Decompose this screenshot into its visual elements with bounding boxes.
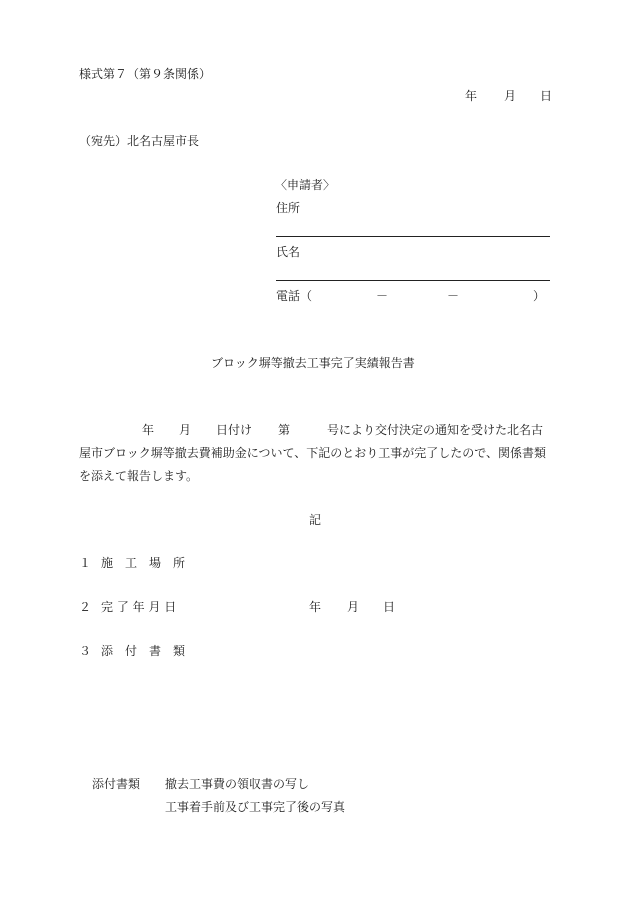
completion-day: 日 [383,600,396,614]
phone-dash-1: － [376,289,389,303]
item-number: ３ [79,644,92,658]
body-seg-number: 第 [278,423,291,437]
addressee: （宛先）北名古屋市長 [79,134,200,148]
date-header-year: 年 [465,89,478,103]
item-number: ２ [79,600,92,614]
date-header-day: 日 [540,89,553,103]
body-line-2: 屋市ブロック塀等撤去費補助金について、下記のとおり工事が完了したので、関係書類 [79,446,547,460]
form-number: 様式第７（第９条関係） [79,67,212,81]
document-title: ブロック塀等撤去工事完了実績報告書 [211,356,415,370]
address-label: 住所 [276,201,301,215]
name-underline [276,280,550,281]
address-underline [276,236,550,237]
ki-marker: 記 [309,513,322,527]
phone-close: ） [533,289,546,303]
name-label: 氏名 [276,245,301,259]
body-seg-rest: 号により交付決定の通知を受けた北名古 [327,423,544,437]
item-label: 完 了 年 月 日 [101,600,177,614]
attachments-label: 添付書類 [92,777,141,791]
attachment-item-2: 工事着手前及び工事完了後の写真 [165,800,346,814]
body-seg-month: 月 [179,423,192,437]
body-seg-year: 年 [142,423,155,437]
completion-month: 月 [347,600,360,614]
applicant-heading: 〈申請者〉 [275,178,336,192]
item-number: １ [79,556,92,570]
attachment-item-1: 撤去工事費の領収書の写し [165,777,310,791]
phone-label: 電話（ [276,289,313,303]
body-line-3: を添えて報告します。 [79,469,199,483]
completion-year: 年 [309,600,322,614]
phone-dash-2: － [447,289,460,303]
item-label: 添 付 書 類 [101,644,186,658]
body-seg-dated: 日付け [216,423,253,437]
date-header-month: 月 [504,89,517,103]
item-label: 施 工 場 所 [101,556,186,570]
